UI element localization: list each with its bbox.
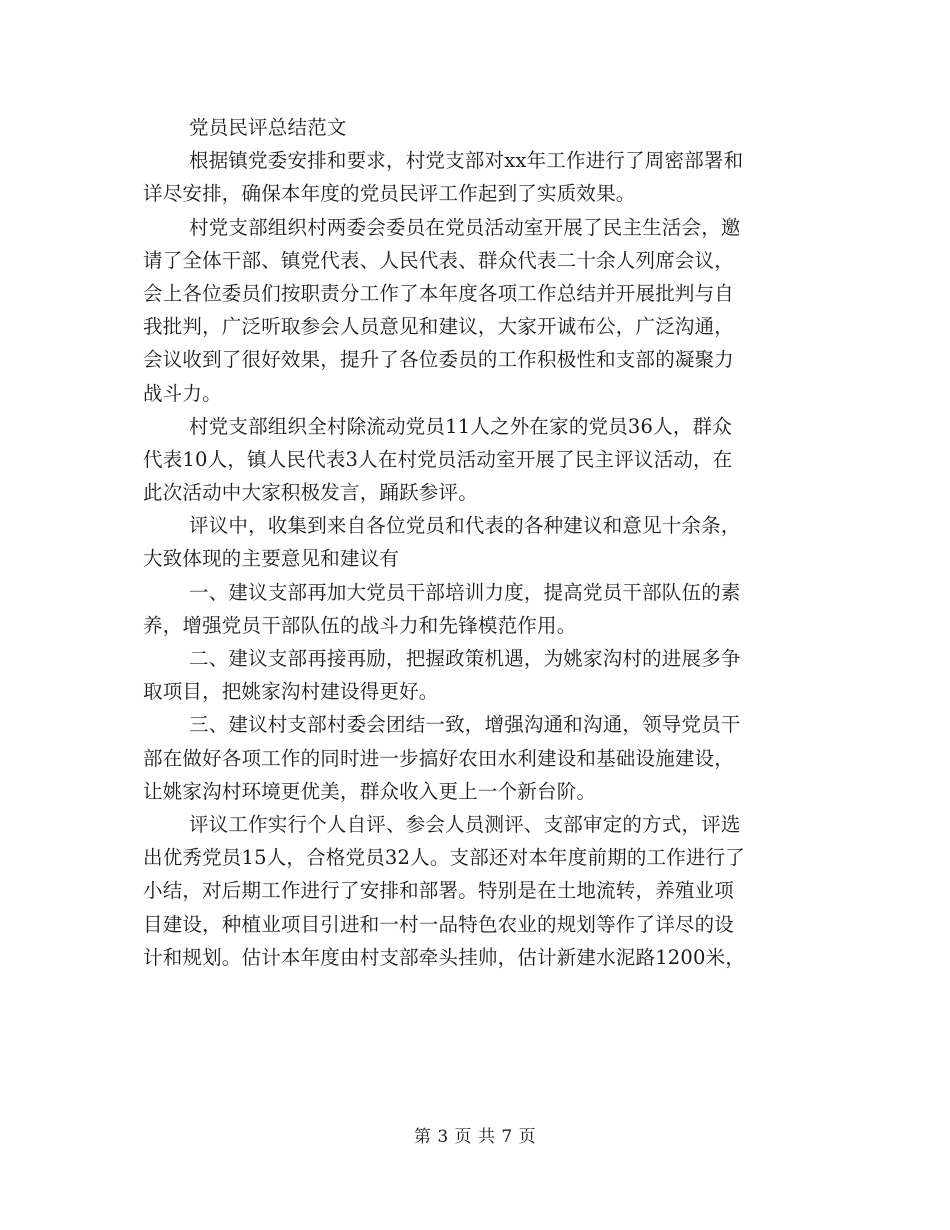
page-number-footer: 第 3 页 共 7 页 [413,1127,537,1147]
text-line: 会议收到了很好效果，提升了各位委员的工作积极性和支部的凝聚力 [143,348,735,372]
text-line: 大致体现的主要意见和建议有 [143,547,400,571]
text-line: 我批判，广泛听取参会人员意见和建议，大家开诚布公，广泛沟通， [143,315,735,339]
text-line: 三、建议村支部村委会团结一致，增强沟通和沟通，领导党员干 [189,713,741,737]
text-line: 养，增强党员干部队伍的战斗力和先锋模范作用。 [143,613,577,637]
text-line: 会上各位委员们按职责分工作了本年度各项工作总结并开展批判与自 [143,281,735,305]
text-line: 让姚家沟村环境更优美，群众收入更上一个新台阶。 [143,779,597,803]
paragraph-lines [143,144,807,974]
text-line: 详尽安排，确保本年度的党员民评工作起到了实质效果。 [143,182,636,206]
text-line: 取项目，把姚家沟村建设得更好。 [143,680,439,704]
text-line: 战斗力。 [143,381,222,405]
text-line: 请了全体干部、镇党代表、人民代表、群众代表二十余人列席会议， [143,248,735,272]
text-line: 此次活动中大家积极发言，踊跃参评。 [143,481,478,505]
text-line: 出优秀党员15人，合格党员32人。支部还对本年度前期的工作进行了 [143,846,746,870]
text-line: 二、建议支部再接再励，把握政策机遇，为姚家沟村的进展多争 [189,647,741,670]
text-line: 部在做好各项工作的同时进一步搞好农田水利建设和基础设施建设， [143,746,735,770]
text-line: 村党支部组织村两委会委员在党员活动室开展了民主生活会，邀 [189,215,741,239]
text-line: 评议工作实行个人自评、参会人员测评、支部审定的方式，评选 [189,812,741,836]
text-line: 村党支部组织全村除流动党员11人之外在家的党员36人，群众 [189,414,732,438]
text-line: 计和规划。估计本年度由村支部牵头挂帅，估计新建水泥路1200米， [143,945,746,969]
text-line: 一、建议支部再加大党员干部培训力度，提高党员干部队伍的素 [189,580,741,604]
text-line: 小结，对后期工作进行了安排和部署。特别是在土地流转，养殖业项 [143,879,735,903]
text-line: 评议中，收集到来自各位党员和代表的各种建议和意见十余条， [189,514,741,538]
document-title: 党员民评总结范文 [189,116,347,139]
text-line: 根据镇党委安排和要求，村党支部对xx年工作进行了周密部署和 [189,149,744,173]
text-line: 代表10人，镇人民代表3人在村党员活动室开展了民主评议活动，在 [143,447,733,471]
text-line: 目建设，种植业项目引进和一村一品特色农业的规划等作了详尽的设 [143,912,735,936]
document-body [143,111,807,974]
